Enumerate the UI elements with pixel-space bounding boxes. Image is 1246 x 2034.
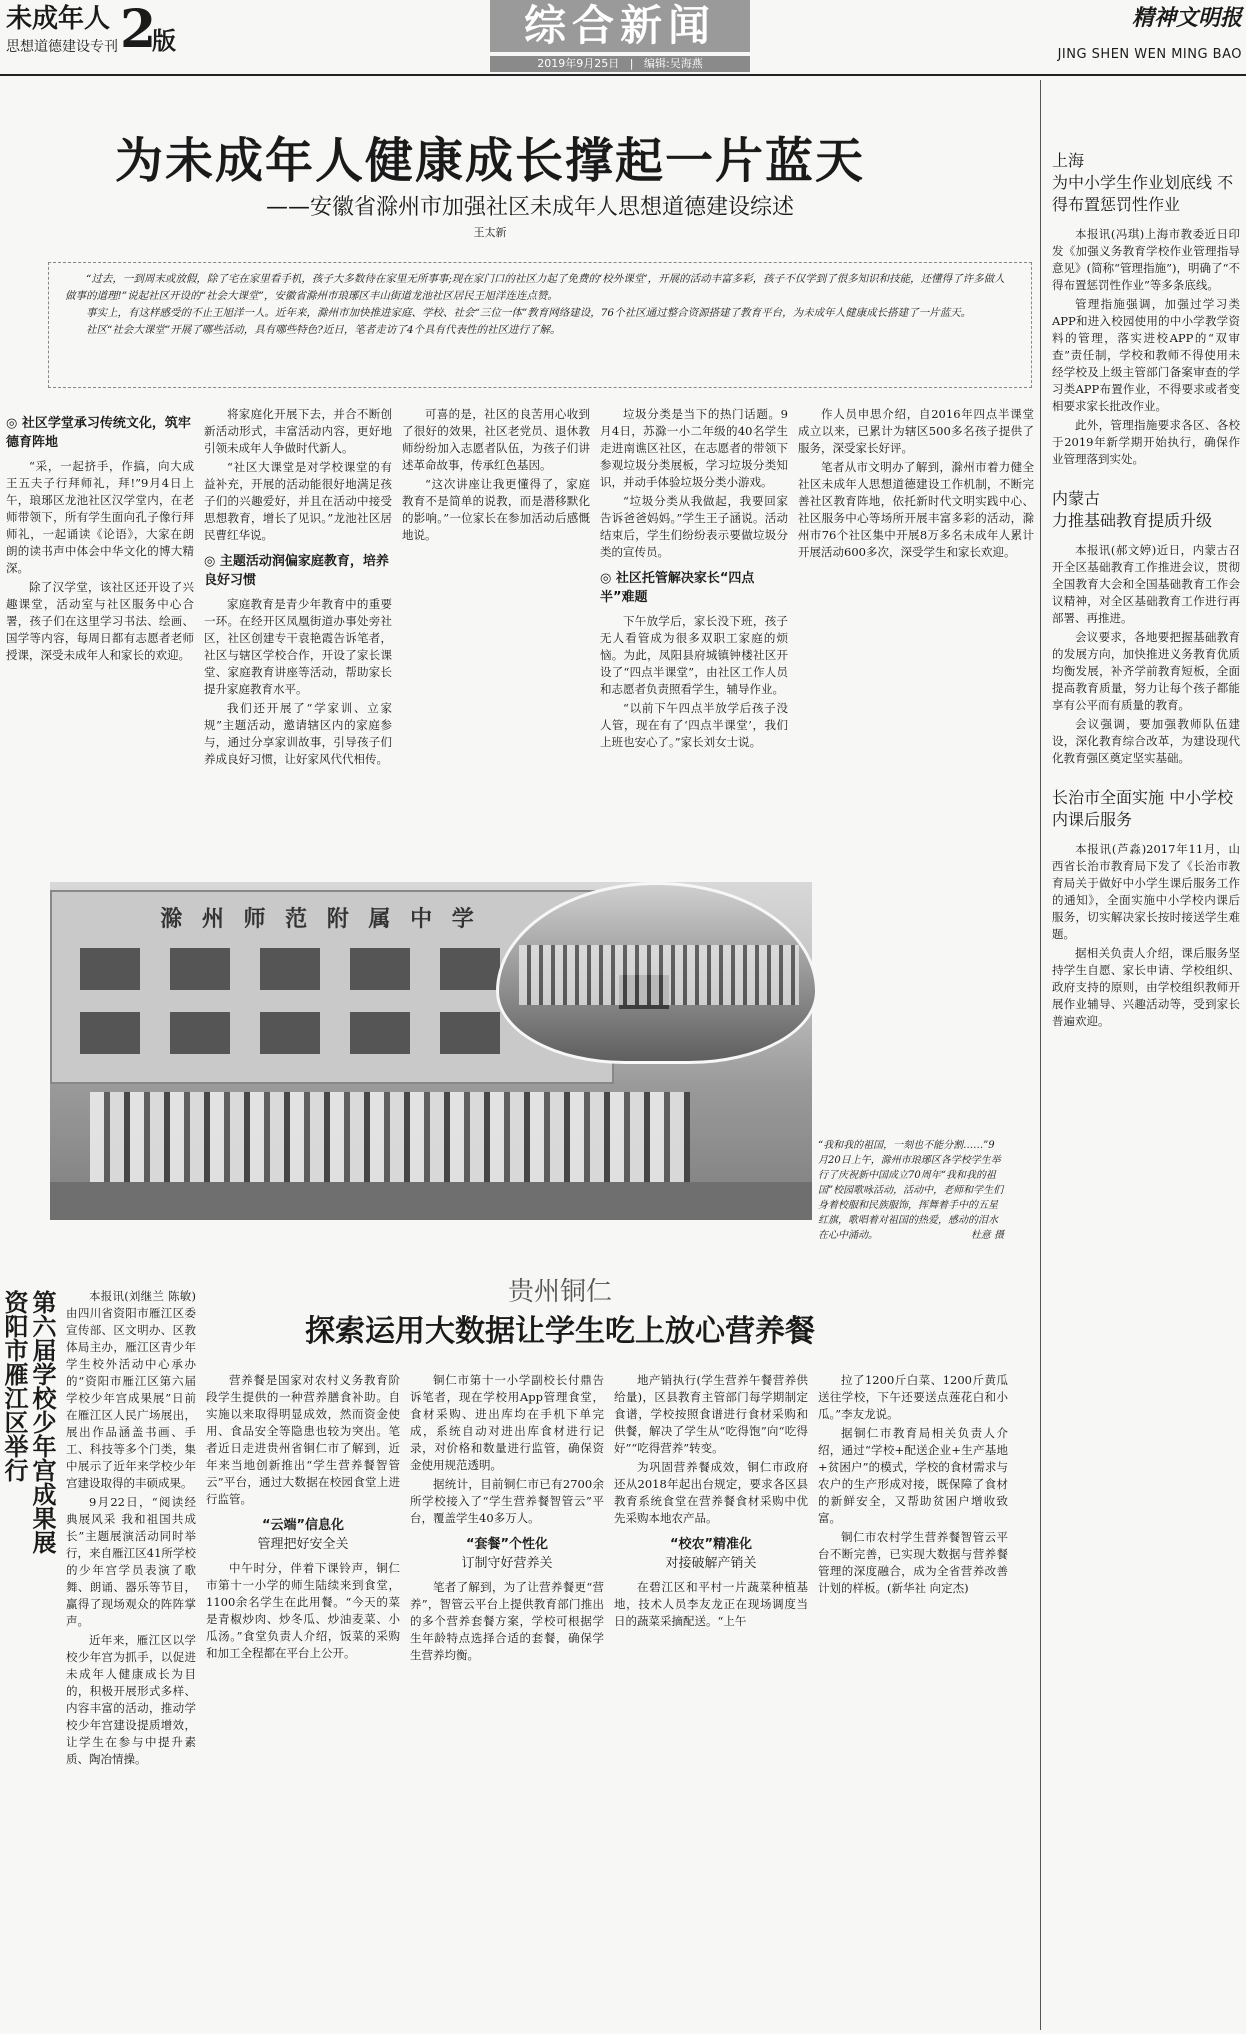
- body-para: 在碧江区和平村一片蔬菜种植基地，技术人员李友龙正在现场调度当日的蔬菜采摘配送。“上午: [614, 1580, 808, 1628]
- issue-date: 2019年9月25日: [537, 57, 620, 70]
- bottom-left-body: [66, 1288, 196, 2008]
- window: [170, 1012, 230, 1054]
- story-title: 为中小学生作业划底线 不得布置惩罚性作业: [1052, 173, 1234, 214]
- date-line: 2019年9月25日 | 编辑:吴海燕: [490, 56, 750, 72]
- body-para: 将家庭化开展下去，并合不断创新活动形式，丰富活动内容，更好地引领未成年人争做时代新人。: [204, 407, 392, 455]
- crowd: [519, 945, 799, 1005]
- story-region: 上海: [1052, 151, 1085, 170]
- body-para: 笔者了解到，为了让营养餐更“营养”，智管云平台上提供教育部门推出的多个营养套餐方案，学校可根据学生年龄特点选择合适的套餐，确保学生营养均衡。: [410, 1580, 604, 1662]
- section-name: 未成年人: [6, 4, 111, 34]
- subhead-line: 订制守好营养关: [461, 1556, 553, 1571]
- body-para: 近年来，雁江区以学校少年宫为抓手，以促进未成年人健康成长为目的，积极开展形式多样、内容丰富的活动，推动学校少年宫建设提质增效，让学生在参与中提升素质、陶冶情操。: [66, 1633, 196, 1766]
- lead-headline: 为未成年人健康成长撑起一片蓝天: [114, 133, 865, 189]
- window: [260, 1012, 320, 1054]
- masthead-rule: [0, 74, 1246, 76]
- sidebar: [1052, 150, 1240, 2020]
- body-para: 此外，管理指施要求各区、各校于2019年新学期开始执行，确保作业管理落到实处。: [1052, 418, 1240, 466]
- body-para: “社区大课堂是对学校课堂的有益补充，开展的活动能很好地满足孩子们的兴趣爱好，并且在活动中接受思想教育，增长了见识。”龙池社区居民曹红华说。: [204, 460, 392, 542]
- body-para: 地产销执行(学生营养午餐营养供给量)，区县教育主管部门每学期制定食谱，学校按照食谱进行食材采购和供餐，解决了学生从“吃得饱”向“吃得好”“吃得营养”转变。: [614, 1373, 808, 1455]
- window: [260, 948, 320, 990]
- page-suffix: 版: [152, 27, 176, 55]
- body-para: 据铜仁市教育局相关负责人介绍，通过“学校+配送企业+生产基地+贫困户”的模式，学校的食材需求与农户的生产形成对接，既保障了食材的新鲜安全，又帮助贫困户增收致富。: [818, 1426, 1008, 1525]
- lead-col2-heading: ◎ 主题活动润偏家庭教育，培养良好习惯: [204, 554, 389, 588]
- intro-para: “过去，一到周末或放假，除了宅在家里看手机，孩子大多数待在家里无所事事;现在家门口的社区力起了免费的‘校外课堂’，开展的活动丰富多彩，孩子不仅学到了很多知识和技能，还懂得了许多做人做事的道理!”说起社区开设的“社会大课堂”，安徽省滁州市琅琊区丰山街道龙池社区居民王旭洋连连点赞。: [65, 273, 1005, 302]
- paper-name-cn: 精神文明报: [1131, 5, 1242, 31]
- subhead-line: “云端”信息化: [261, 1518, 345, 1533]
- bottom-col2-heading: [410, 1535, 604, 1573]
- window: [440, 948, 500, 990]
- body-para: “采，一起挤手，作搞，向大成王五夫子行拜师礼，拜!”9月4日上午，琅琊区龙池社区汉学堂内，在老师带领下，所有学生面向孔子像行拜师礼，一起诵读《论语》，大家在朗朗的读书声中体会中华文化的博大精深。: [6, 459, 194, 575]
- body-para: 拉了1200斤白菜、1200斤黄瓜送往学校，下午还要送点莲花白和小瓜。”李友龙说。: [818, 1373, 1008, 1421]
- body-para: 营养餐是国家对农村义务教育阶段学生提供的一种营养膳食补助。自实施以来取得明显成效，然而资金使用、食品安全等隐患也较为突出。笔者近日走进贵州省铜仁市了解到，近年来当地创新推出“学生营养餐智管云”平台，通过大数据在校园食堂上进行监管。: [206, 1373, 400, 1506]
- paper-name-en: JING SHEN WEN MING BAO: [1057, 47, 1242, 62]
- body-para: 除了汉学堂，该社区还开设了兴趣课堂，活动室与社区服务中心合署，孩子们在这里学习书法、绘画、国学等内容，每周日都有志愿者老师授课，深受未成年人和家长的欢迎。: [6, 580, 194, 662]
- body-para: 会议要求，各地要把握基础教育的发展方向，加快推进义务教育优质均衡发展，补齐学前教育短板，全面提高教育质量，努力让每个孩子都能享有公平而有质量的教育。: [1052, 630, 1240, 712]
- page-number: 2: [120, 0, 157, 60]
- body-para: 下午放学后，家长没下班，孩子无人看管成为很多双职工家庭的烦恼。为此，凤阳县府城镇钟楼社区开设了“四点半课堂”，由社区工作人员和志愿者负责照看学生，辅导作业。: [600, 614, 788, 696]
- lead-column-2: [204, 406, 392, 836]
- bottom-left-headline: 第六届学校少年宫成果展: [28, 1290, 56, 1554]
- lead-column-3: [402, 406, 590, 836]
- window: [350, 1012, 410, 1054]
- body-para: “以前下午四点半放学后孩子没人管，现在有了‘四点半课堂’，我们上班也安心了。”家长刘女士说。: [600, 701, 788, 749]
- caption-credit: 杜意 摄: [970, 1230, 1004, 1241]
- body-para: 管理指施强调，加强过学习类APP和进入校园使用的中小学教学资料的管理，落实进校APP的“双审查”责任制，学校和教师不得使用未经学校及上级主管部门备案审查的学习类APP布置作业，不得要求或者变相要求家长批改作业。: [1052, 297, 1240, 413]
- body-para: “这次讲座让我更懂得了，家庭教育不是简单的说教，而是潜移默化的影响。”一位家长在参加活动后感慨地说。: [402, 477, 590, 542]
- body-para: 铜仁市第十一小学副校长付鼎告诉笔者，现在学校用App管理食堂，食材采购、进出库均在手机下单完成，系统自动对进出库食材进行记录，对价格和数量进行监管，确保资金使用规范透明。: [410, 1373, 604, 1472]
- lead-column-4: [600, 406, 788, 836]
- lead-column-1: [6, 406, 194, 836]
- sidebar-story-3-title: 长治市全面实施 中小学校内课后服务: [1052, 788, 1234, 829]
- field: [50, 1182, 812, 1220]
- body-para: 可喜的是，社区的良苦用心收到了很好的效果，社区老党员、退休教师纷纷加入志愿者队伍，为孩子们讲述革命故事，传承红色基因。: [402, 407, 590, 472]
- subhead-line: “套餐”个性化: [465, 1537, 549, 1552]
- bottom-headline: 探索运用大数据让学生吃上放心营养餐: [305, 1314, 815, 1349]
- sidebar-divider: [1040, 80, 1041, 2030]
- body-para: 垃圾分类是当下的热门话题。9月4日，苏滁一小二年级的40名学生走进南谯区社区，在志愿者的带领下参观垃圾分类展板，学习垃圾分类知识，并动手体验垃圾分类小游戏。: [600, 407, 788, 489]
- body-para: 本报讯(芦淼)2017年11月，山西省长治市教育局下发了《长治市教育局关于做好中小学生课后服务工作的通知》，全面实施中小学校内课后服务，切实解决家长按时接送学生难题。: [1052, 842, 1240, 941]
- lead-column-5: [798, 406, 1034, 836]
- window: [350, 948, 410, 990]
- body-para: 本报讯(刘继兰 陈敏)由四川省资阳市雁江区委宣传部、区文明办、区教体局主办，雁江区青少年学生校外活动中心承办的“资阳市雁江区第六届学校少年宫成果展”日前在雁江区人民广场展出，展出作品涵盖书画、手工、科技等多个门类，集中展示了近年来学校少年宫建设取得的丰硕成果。: [66, 1289, 196, 1490]
- window: [80, 1012, 140, 1054]
- lead-col4-heading: ◎ 社区托管解决家长“四点半”难题: [600, 571, 755, 605]
- body-para: 9月22日，“阅读经典展风采 我和祖国共成长”主题展演活动同时举行，来自雁江区41所学校的少年宫学员表演了歌舞、朗诵、器乐等节目，赢得了现场观众的阵阵掌声。: [66, 1495, 196, 1628]
- sidebar-story-1-title: [1052, 150, 1240, 216]
- bottom-left-headline2: 资阳市雁江区举行: [0, 1290, 28, 1482]
- photo-caption: [818, 1138, 1004, 1241]
- lead-byline: 王太新: [473, 226, 507, 239]
- body-para: 会议强调，要加强教师队伍建设，深化教育综合改革，为建设现代化教育强区奠定坚实基础。: [1052, 717, 1240, 765]
- intro-para: 社区“社会大课堂”开展了哪些活动，具有哪些特色?近日，笔者走访了4个具有代表性的社区进行了解。: [86, 324, 561, 336]
- story-region: 内蒙古: [1052, 489, 1101, 508]
- subhead-line: 对接破解产销关: [665, 1556, 757, 1571]
- body-para: 家庭教育是青少年教育中的重要一环。在经开区凤凰街道办事处旁社区，社区创建专干袁艳霞告诉笔者，社区与辖区学校合作，开设了家长课堂、家庭教育讲座等活动，帮助家长提升家庭教育水平。: [204, 597, 392, 696]
- body-para: 我们还开展了“学家训、立家规”主题活动，邀请辖区内的家庭参与，通过分享家训故事，引导孩子们养成良好习惯，让好家风代代相传。: [204, 701, 392, 766]
- window: [80, 948, 140, 990]
- body-para: 为巩固营养餐成效，铜仁市政府还从2018年起出台规定，要求各区县教育系统食堂在营养餐食材采购中优先采购本地农产品。: [614, 1460, 808, 1525]
- body-para: 据统计，目前铜仁市已有2700余所学校接入了“学生营养餐智管云”平台，覆盖学生40多万人。: [410, 1477, 604, 1525]
- window: [440, 1012, 500, 1054]
- body-para: 笔者从市文明办了解到，滁州市着力健全社区未成年人思想道德建设工作机制，不断完善社区教育阵地，依托新时代文明实践中心、社区服务中心等场所开展丰富多彩的活动，滁州市76个社区集中开展8万多名未成年人累计开展活动600多次，深受学生和家长欢迎。: [798, 460, 1034, 559]
- story-title: 力推基础教育提质升级: [1052, 511, 1213, 530]
- subhead-line: “校农”精准化: [669, 1537, 753, 1552]
- school-sign: 滁 州 师 范 附 属 中 学: [160, 907, 480, 932]
- lead-intro-box: [48, 262, 1032, 388]
- bottom-column-1: [206, 1372, 400, 2018]
- lead-col1-heading: ◎ 社区学堂承习传统文化，筑牢德育阵地: [6, 416, 191, 450]
- body-para: 作人员申思介绍，自2016年四点半课堂成立以来，已累计为辖区500多名孩子提供了服务，深受家长好评。: [798, 407, 1034, 455]
- bottom-column-4: [818, 1372, 1008, 2018]
- sidebar-story-2-title: [1052, 488, 1240, 532]
- subhead-line: 管理把好安全关: [257, 1537, 349, 1552]
- intro-para: 事实上，有这样感受的不止王旭洋一人。近年来，滁州市加快推进家庭、学校、社会“三位一体”教育网络建设，76个社区通过整合资源搭建了教育平台，为未成年人健康成长搭建了一片蓝天。: [86, 307, 972, 319]
- body-para: “垃圾分类从我做起，我要回家告诉爸爸妈妈。”学生王子涵说。活动结束后，学生们纷纷表示要做垃圾分类的宣传员。: [600, 494, 788, 559]
- window: [170, 948, 230, 990]
- body-para: 据相关负责人介绍，课后服务坚持学生自愿、家长申请、学校组织、政府支持的原则，由学校组织教师开展作业辅导、兴趣活动等，受到家长普遍欢迎。: [1052, 946, 1240, 1028]
- body-para: 本报讯(冯琪)上海市教委近日印发《加强义务教育学校作业管理指导意见》(简称“管理指施”)，明确了“不得布置惩罚性作业”等多条底线。: [1052, 227, 1240, 292]
- lead-subheadline: ——安徽省滁州市加强社区未成年人思想道德建设综述: [265, 195, 794, 220]
- editor: 编辑:吴海燕: [643, 57, 703, 70]
- page-title: 综合新闻: [490, 0, 750, 52]
- bottom-col3-heading: [614, 1535, 808, 1573]
- bottom-col1-heading: [206, 1516, 400, 1554]
- bottom-kicker: 贵州铜仁: [507, 1277, 612, 1307]
- body-para: 中午时分，伴着下课铃声，铜仁市第十一小学的师生陆续来到食堂，1100余名学生在此用餐。“今天的菜是青椒炒肉、炒冬瓜、炒油麦菜、小瓜汤。”食堂负责人介绍，饭菜的采购和加工全程都在平台上公开。: [206, 1561, 400, 1660]
- caption-text: “我和我的祖国，一刻也不能分割……”9月20日上午，滁州市琅琊区各学校学生举行了庆祝新中国成立70周年“我和我的祖国”校园歌咏活动，活动中，老师和学生们身着校服和民族服饰，挥舞着手中的五星红旗，歌唱着对祖国的热爱，感动的泪水在心中涌动。: [818, 1140, 1004, 1241]
- body-para: 铜仁市农村学生营养餐智管云平台不断完善，已实现大数据与营养餐管理的深度融合，成为全省营养改善计划的样板。(新华社 向定杰): [818, 1530, 1008, 1595]
- bottom-column-3: [614, 1372, 808, 2018]
- bottom-column-2: [410, 1372, 604, 2018]
- section-sub: 思想道德建设专刊: [6, 39, 118, 55]
- body-para: 本报讯(郝文婷)近日，内蒙古召开全区基础教育工作推进会议，贯彻全国教育大会和全国基础教育工作会议精神，对全区基础教育工作进行再部署、再推进。: [1052, 543, 1240, 625]
